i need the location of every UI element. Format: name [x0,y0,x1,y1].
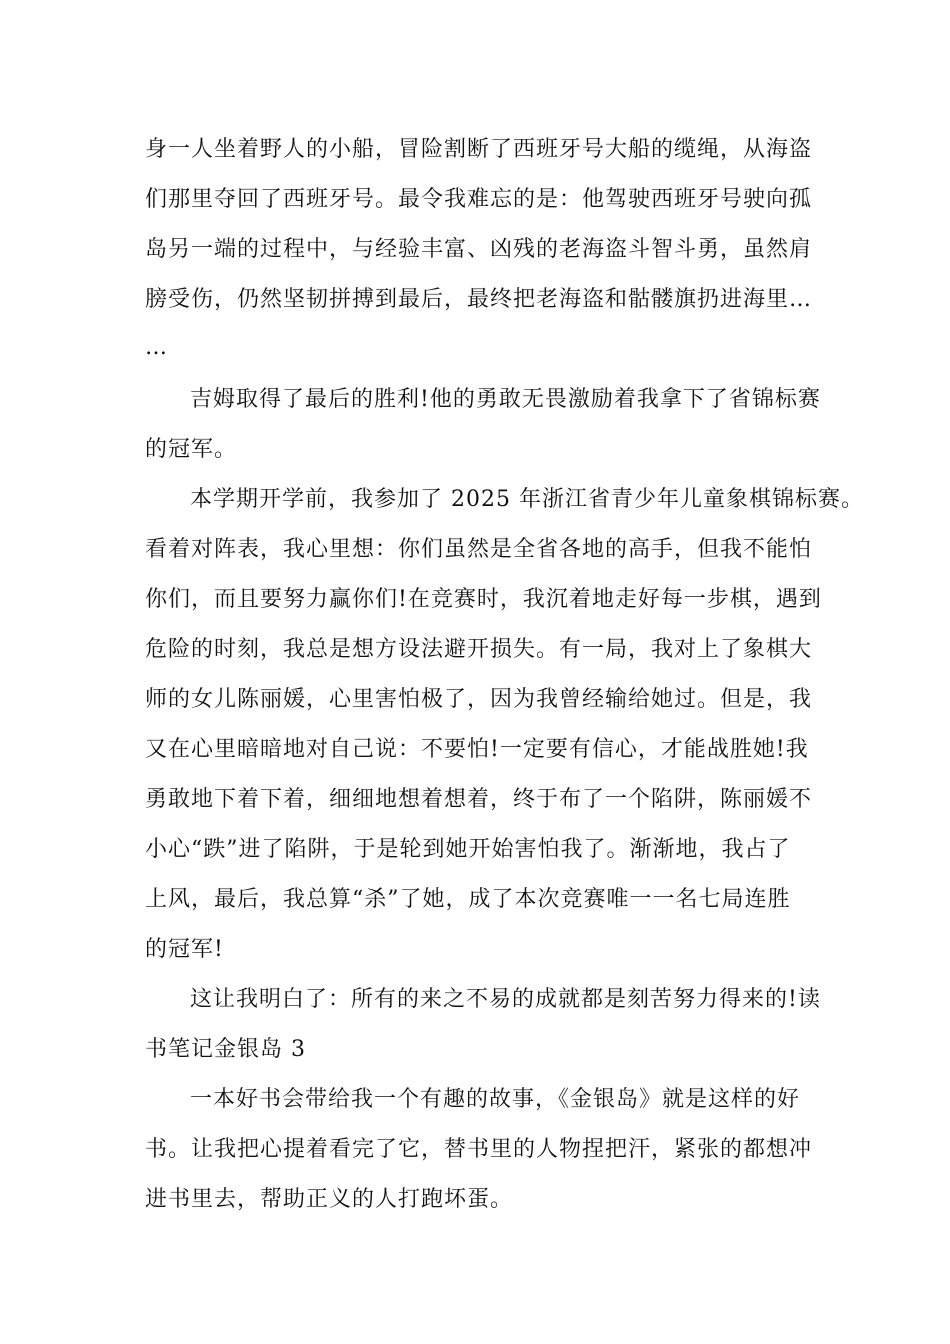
text-line: 你们，而且要努力赢你们!在竞赛时，我沉着地走好每一步棋，遇到 [145,587,822,612]
text-line: 又在心里暗暗地对自己说：不要怕!一定要有信心，才能战胜她!我 [145,737,809,762]
paragraph-first-line: 这让我明白了：所有的来之不易的成就都是刻苦努力得来的!读 [190,987,821,1012]
text-line: 上风，最后，我总算“杀”了她，成了本次竞赛唯一一名七局连胜 [145,887,791,912]
text-line: 师的女儿陈丽媛，心里害怕极了，因为我曾经输给她过。但是，我 [145,687,813,712]
paragraph-first-line: 本学期开学前，我参加了 2025 年浙江省青少年儿童象棋锦标赛。 [190,487,864,512]
text-line: 们那里夺回了西班牙号。最令我难忘的是：他驾驶西班牙号驶向孤 [145,187,813,212]
paragraph-first-line: 吉姆取得了最后的胜利!他的勇敢无畏激励着我拿下了省锦标赛 [190,387,821,412]
text-line: 膀受伤，仍然坚韧拼搏到最后，最终把老海盗和骷髅旗扔进海里… [145,287,813,312]
text-line: 看着对阵表，我心里想：你们虽然是全省各地的高手，但我不能怕 [145,537,813,562]
text-line: 勇敢地下着下着，细细地想着想着，终于布了一个陷阱，陈丽媛不 [145,787,813,812]
text-line: 小心“跌”进了陷阱，于是轮到她开始害怕我了。渐渐地，我占了 [145,837,791,862]
text-line: 身一人坐着野人的小船，冒险割断了西班牙号大船的缆绳，从海盗 [145,137,813,162]
paragraph-first-line: 一本好书会带给我一个有趣的故事，《金银岛》就是这样的好 [190,1087,801,1112]
text-line: … [145,335,168,360]
text-line: 书。让我把心提着看完了它，替书里的人物捏把汗，紧张的都想冲 [145,1137,813,1162]
text-line: 危险的时刻，我总是想方设法避开损失。有一局，我对上了象棋大 [145,637,813,662]
text-line: 的冠军。 [145,437,238,462]
text-line: 的冠军! [145,937,224,962]
section-heading: 书笔记金银岛 3 [145,1037,306,1062]
text-line: 岛另一端的过程中，与经验丰富、凶残的老海盗斗智斗勇，虽然肩 [145,237,813,262]
text-line: 进书里去，帮助正义的人打跑坏蛋。 [145,1187,514,1212]
